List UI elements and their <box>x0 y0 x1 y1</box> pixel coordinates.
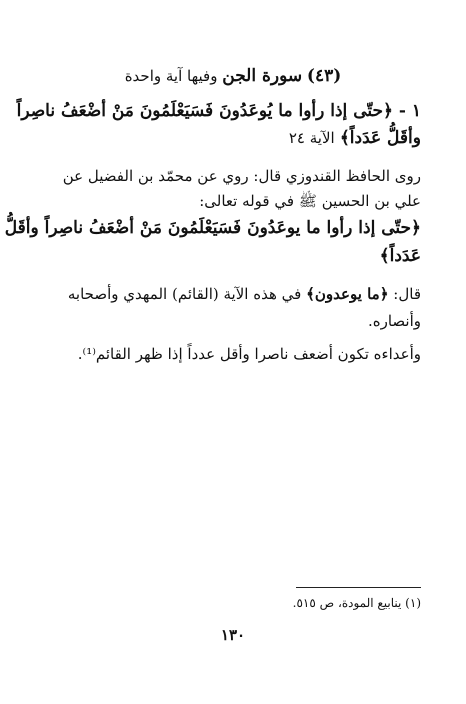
narration-line-1: روى الحافظ القندوزي قال: روي عن محمّد بن الفضيل عن <box>62 167 421 185</box>
comment-quoted-phrase: ﴿ما يوعدون﴾ <box>306 285 389 303</box>
verse-line-1: ١ - ﴿حتّى إذا رأوا ما يُوعَدُونَ فَسَيَعْلَمُونَ مَنْ أضْعَفُ ناصِراً <box>16 101 421 121</box>
quote-line-1: ﴿حتّى إذا رأوا ما يوعَدُونَ فَسَيَعْلَمُونَ مَنْ أضْعَفُ ناصِراً وأقَلُّ <box>4 218 421 238</box>
comment-line-2: وأنصاره. <box>367 312 421 330</box>
verse-line-2 <box>45 127 421 148</box>
verse-line-2-text: وأقَلُّ عَدَداً﴾ <box>339 128 421 148</box>
verse-reference: الآية ٢٤ <box>288 129 335 147</box>
narration-line-2: علي بن الحسين ﷺ في قوله تعالى: <box>199 192 421 210</box>
comment-rest: في هذه الآية (القائم) المهدي وأصحابه <box>67 285 302 303</box>
final-line: وأعداءه تكون أضعف ناصرا وأقل عدداً إذا ظهر القائم⁽¹⁾. <box>77 345 421 363</box>
comment-line-1 <box>45 285 421 303</box>
comment-prefix: قال: <box>393 285 421 303</box>
surah-title: سورة الجن <box>222 66 303 86</box>
quote-line-2: عَدَداً﴾ <box>379 246 421 266</box>
surah-note: وفيها آية واحدة <box>124 67 218 85</box>
page-number: ١٣٠ <box>220 626 246 644</box>
footnote-divider <box>296 587 421 588</box>
footnote: (١) ينابيع المودة، ص ٥١٥. <box>292 596 421 610</box>
surah-heading <box>60 66 406 86</box>
surah-number: (٤٣) <box>306 66 342 86</box>
